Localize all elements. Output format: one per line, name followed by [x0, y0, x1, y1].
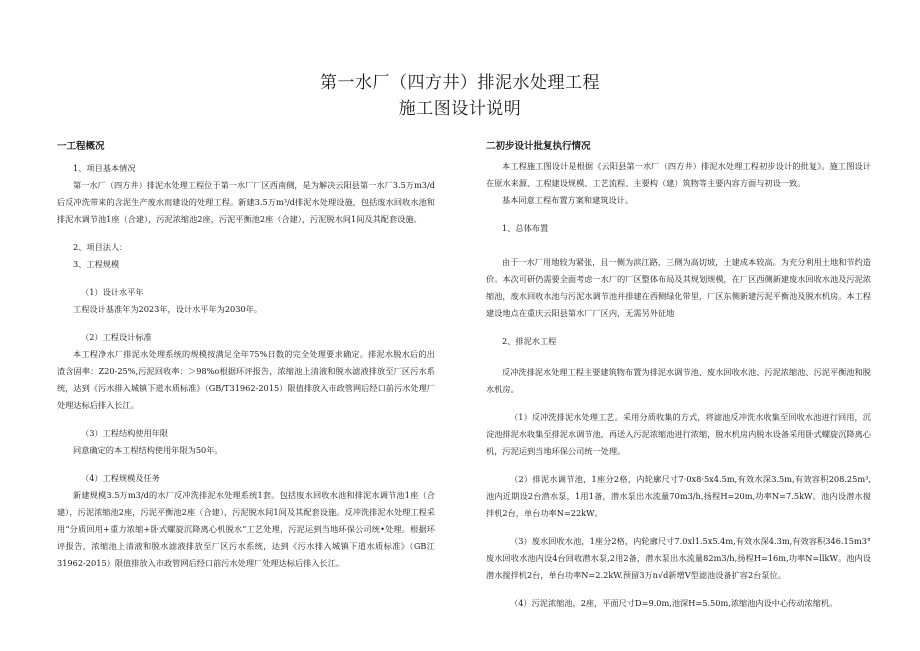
paragraph: 新建规模3.5万m3/d的水厂反冲洗排泥水处理系统1套。包括废水回收水池和排泥水调节池1座（合建），污泥浓缩池2座，污泥平衡池2座（合建），污泥脱水间1间及其配套设施。反冲洗排泥水处理工程采用“分质回用+重力浓缩+卧式螺旋沉降离心机脱水”工艺处理，污泥运到当地环保公司统•处理。根据环评报告，浓缩池上清液和脱水滤液排放至厂区污水系统，达到《污水排入城镇下道水质标准》（GB江31962-2015）限值排放入市政管网后经口前污水处理厂处理达标后排入长江。 — [57, 490, 435, 568]
section-heading-overview: 一工程概况 — [57, 141, 105, 152]
section-heading-approval: 二初步设计批复执行情况 — [486, 141, 591, 152]
paragraph: 第一水厂（四方井）排泥水处理工程位于第一水厂厂区西南侧，是为解决云阳县第一水厂3.5万m3/d后反冲洗带来的含泥生产废水而建设的处理工程。新建3.5万m³/d排泥水处理设施，包括废水回收水池和排泥水调节池1座（合建），污泥浓缩池2座，污泥平衡池2座（合建），污泥脱水间1间及其配套设施。 — [57, 180, 435, 224]
paragraph: 1、项目基本情况 — [73, 163, 136, 173]
right-column — [486, 139, 871, 612]
paragraph: 工程设计基准年为2023年，设计水平年为2030年。 — [73, 304, 263, 314]
paragraph: 1、总体布置 — [502, 223, 549, 233]
paragraph: 2、排泥水工程 — [502, 336, 557, 346]
paragraph: 同意确定的本工程结构使用年限为50年。 — [73, 445, 223, 455]
paragraph: 2、项目法人： — [73, 242, 128, 252]
paragraph: 由于一水厂用地较为紧张，且一侧为滨江路，三侧为高切坡，土建成本较高。为充分利用土地和节约造价。本次可研仍需要全面考虑一水厂的厂区整体布局及其规划规模，在厂区西侧新建废水回收水池及污泥浓缩池，废水回收水池与污泥水调节池并排建在西侧绿化带里，厂区东侧新建污泥平衡池及脱水机房。本工程建设地点在重庆云阳县第水厂厂区内，无需另外征地 — [486, 257, 871, 318]
paragraph: 本工程施工图设计是根据《云阳县第一水厂（四方井）排泥水处理工程初步设计的批复》。施工图设计在原水来源、工程建设规模、工艺流程、主要构（建）筑物等主要内容方面与初设一致。 — [486, 161, 871, 188]
paragraph: 本工程净水厂排泥水处理系统的规模按满足全年75%日数的完全处理要求确定。排泥水脱水后的出渣含固率：Z20-25%,污泥回收率：＞98%o根据环评报告，浓缩池上清液和脱水滤液排放至厂区污水系统，达到《污水排入城镇下道水质标准》（GB/T31962-2015）限值排放入市政管网后经口前污水处理厂处理达标后排入长江。 — [57, 349, 435, 410]
paragraph: （2）排泥水调节池，1座分2格，内轮廓尺寸7·0x8·5x4.5m,有效水深3.5m,有效容积208.25m³,池内近期设2台潜水泵，1用1备，潜水泵出水流量70m3/h,扬程H=20m,功率N=7.5kW。池内设潜水搅拌机2台，单台功率N=22kW。 — [486, 474, 871, 518]
left-column — [57, 139, 435, 572]
paragraph: （1）设计水平年 — [81, 287, 144, 297]
paragraph: 反冲洗排泥水处理工程主要建筑物布置为排泥水调节池、废水回收水池、污泥浓缩池、污泥平衡池和脱水机房。 — [486, 367, 871, 394]
title-line-1: 第一水厂（四方井）排泥水处理工程 — [320, 73, 600, 93]
title-line-2: 施工图设计说明 — [398, 99, 522, 119]
paragraph: （4）工程规模及任务 — [81, 473, 160, 483]
paragraph: 基本同意工程布置方案和建筑设计。 — [502, 195, 634, 205]
paragraph: （3）工程结构使用年限 — [81, 428, 169, 438]
paragraph: 3、工程规模 — [73, 259, 120, 269]
paragraph: （4）污泥浓缩池，2座，平面尺寸D=9.0m,池深H=5.50m,浓缩池内设中心传动浓缩机。 — [510, 598, 838, 608]
paragraph: （3）废水回收水池，1座分2格，内轮廓尺寸7.0xl1.5x5.4m,有效水深4.3m,有效容积346.15m3°废水回收水池内设4台回收潜水泵,2用2备，潜水泵出水流量82m3/h,扬程H=16m,功率N=llkW。池内设潜水搅拌机2台，单台功率N=2.2kW.预留3万n√d新增V型滤池设备扩容2台泵位。 — [486, 536, 871, 580]
paragraph: （1）反冲洗排泥水处理工艺。采用分质收集的方式，将滤池反冲洗水收集至回收水池进行回用，沉淀池排泥水收集至排泥水调节池，再送入污泥浓缩池进行浓缩，脱水机房内脱水设备采用卧式螺旋沉降离心机，污泥运到当地环保公司统一处理。 — [486, 412, 871, 456]
paragraph: （2）工程设计标准 — [81, 332, 152, 342]
